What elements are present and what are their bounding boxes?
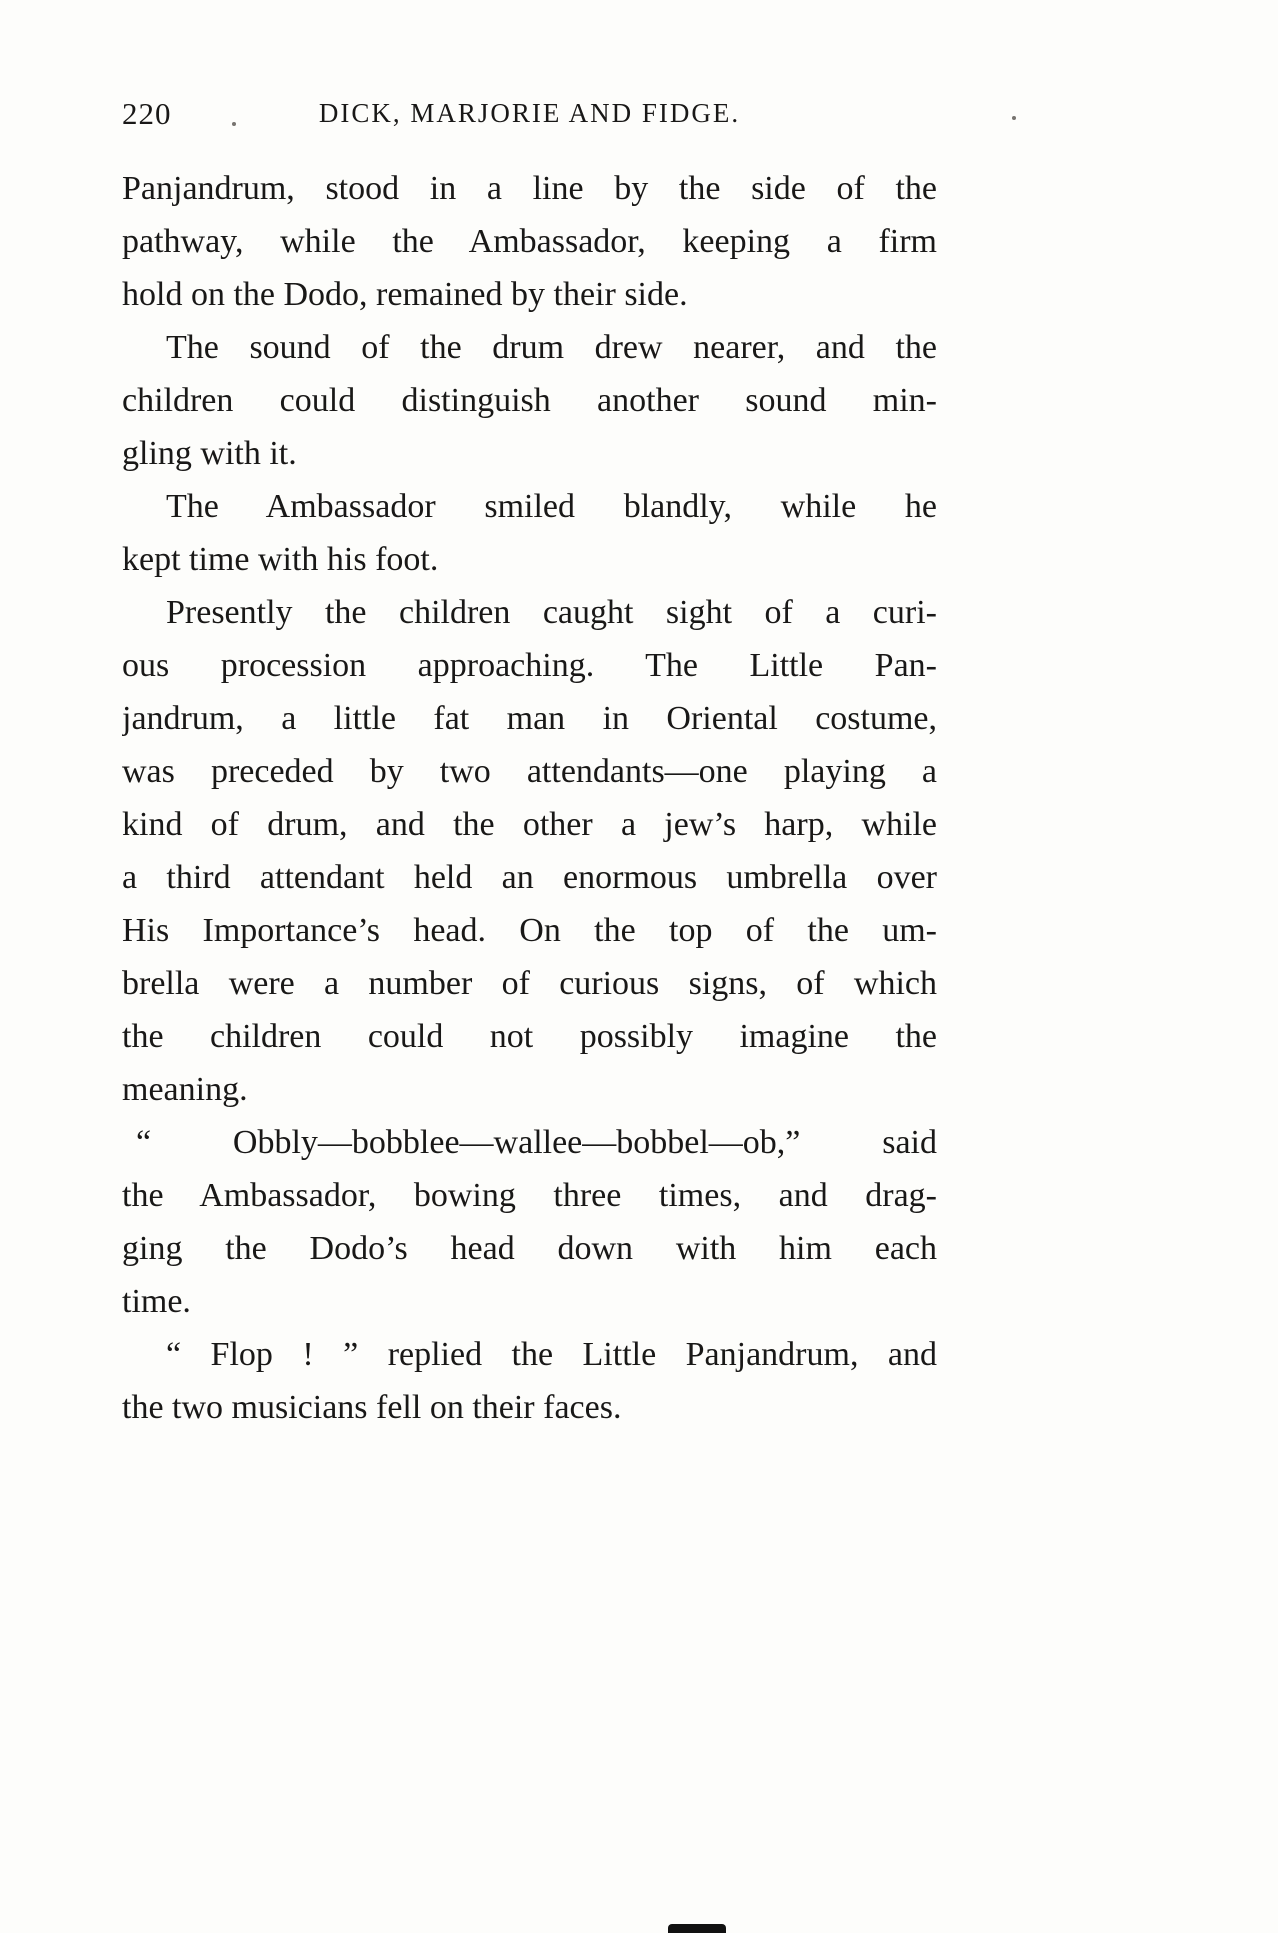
- text-line: gling with it.: [122, 435, 297, 472]
- paragraph: [122, 1328, 937, 1434]
- text-line: “ Flop ! ” replied the Little Panjandrum, and: [166, 1336, 937, 1373]
- running-title: DICK, MARJORIE AND FIDGE.: [318, 98, 741, 128]
- paragraph: [122, 1116, 937, 1328]
- text-line: a third attendant held an enormous umbrella over: [122, 859, 937, 896]
- text-line: hold on the Dodo, remained by their side.: [122, 276, 688, 313]
- scan-speck: [1012, 116, 1016, 120]
- scan-artifact: [668, 1924, 726, 1933]
- text-line: kept time with his foot.: [122, 541, 439, 578]
- text-line: jandrum, a little fat man in Oriental costume,: [122, 700, 937, 737]
- text-line: ging the Dodo’s head down with him each: [122, 1230, 937, 1267]
- text-line: Panjandrum, stood in a line by the side of the: [122, 170, 937, 207]
- text-line: The sound of the drum drew nearer, and the: [166, 329, 937, 366]
- paragraph: [122, 321, 937, 480]
- text-line: the children could not possibly imagine the: [122, 1018, 937, 1055]
- text-line: the Ambassador, bowing three times, and drag-: [122, 1177, 937, 1214]
- text-line: meaning.: [122, 1071, 248, 1108]
- text-line: brella were a number of curious signs, of which: [122, 965, 937, 1002]
- paragraph: [122, 586, 937, 1116]
- text-line: time.: [122, 1283, 191, 1320]
- text-line: His Importance’s head. On the top of the um-: [122, 912, 937, 949]
- text-line: children could distinguish another sound min-: [122, 382, 937, 419]
- paragraph: [122, 480, 937, 586]
- text-line: was preceded by two attendants—one playing a: [122, 753, 937, 790]
- text-line: “ Obbly—bobblee—wallee—bobbel—ob,” said: [136, 1124, 937, 1161]
- page-number: 220: [122, 96, 172, 131]
- text-block: [122, 162, 937, 1434]
- text-line: pathway, while the Ambassador, keeping a firm: [122, 223, 937, 260]
- text-line: ous procession approaching. The Little Pan-: [122, 647, 937, 684]
- text-line: Presently the children caught sight of a curi-: [166, 594, 937, 631]
- text-line: the two musicians fell on their faces.: [122, 1389, 622, 1426]
- text-line: The Ambassador smiled blandly, while he: [166, 488, 937, 525]
- scan-speck: [232, 122, 236, 126]
- page-header: [122, 94, 937, 134]
- paragraph: [122, 162, 937, 321]
- text-line: kind of drum, and the other a jew’s harp, while: [122, 806, 937, 843]
